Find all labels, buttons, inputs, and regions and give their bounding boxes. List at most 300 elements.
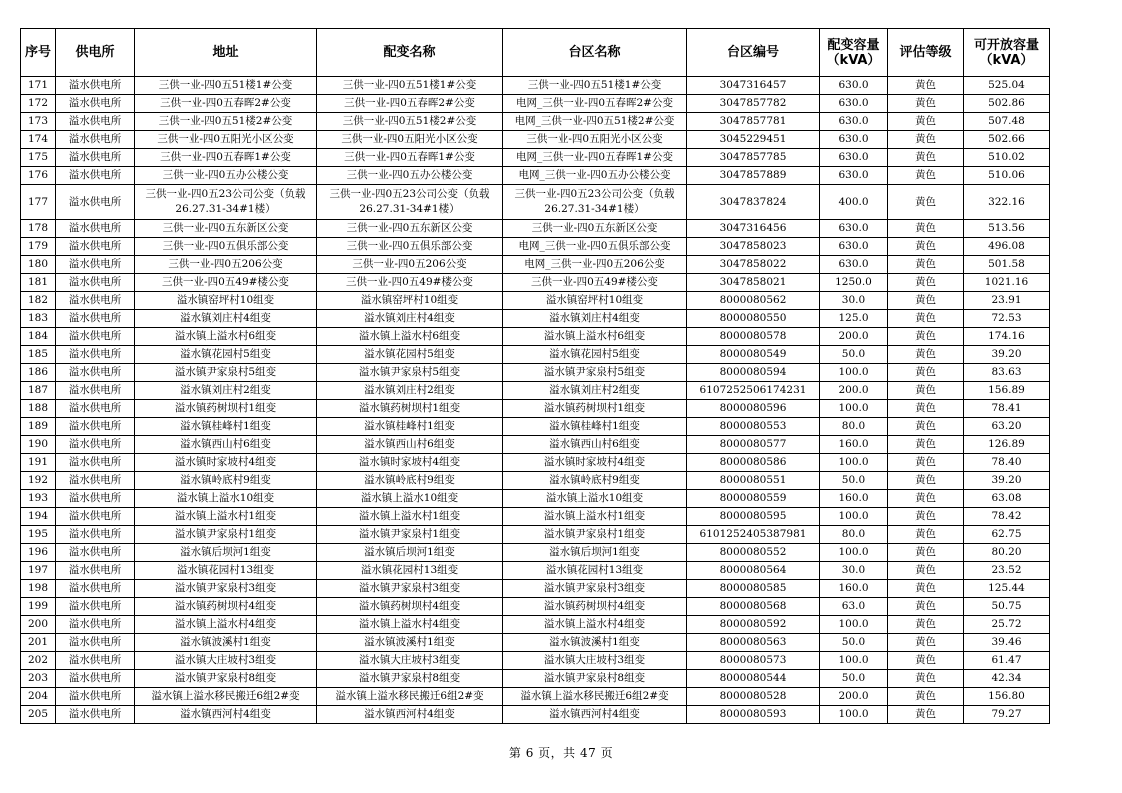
row-index: 185 [21, 346, 56, 364]
row-rating: 黄色 [888, 652, 964, 670]
row-area-code: 6107252506174231 [687, 382, 820, 400]
row-address: 溢水镇桂峰村1组变 [135, 418, 317, 436]
row-capacity: 400.0 [820, 185, 888, 220]
row-capacity: 630.0 [820, 131, 888, 149]
row-capacity: 100.0 [820, 706, 888, 724]
row-area-name: 溢水镇西河村4组变 [503, 706, 687, 724]
row-area-code: 3047857782 [687, 95, 820, 113]
row-index: 205 [21, 706, 56, 724]
header-rating: 评估等级 [888, 29, 964, 77]
row-station: 溢水供电所 [56, 382, 135, 400]
row-address: 三供一业-四0五春晖1#公变 [135, 149, 317, 167]
row-area-code: 8000080549 [687, 346, 820, 364]
row-index: 172 [21, 95, 56, 113]
row-capacity: 125.0 [820, 310, 888, 328]
row-capacity: 100.0 [820, 616, 888, 634]
row-area-name: 电网_三供一业-四0五春晖2#公变 [503, 95, 687, 113]
row-transformer-name: 三供一业-四0五阳光小区公变 [317, 131, 503, 149]
row-open-capacity: 322.16 [964, 185, 1050, 220]
row-capacity: 30.0 [820, 292, 888, 310]
row-area-name: 溢水镇上溢水村4组变 [503, 616, 687, 634]
table-row [21, 562, 1050, 580]
row-index: 181 [21, 274, 56, 292]
row-rating: 黄色 [888, 113, 964, 131]
row-area-code: 8000080586 [687, 454, 820, 472]
row-index: 184 [21, 328, 56, 346]
row-capacity: 630.0 [820, 77, 888, 95]
row-open-capacity: 23.91 [964, 292, 1050, 310]
row-address: 溢水镇上溢水村1组变 [135, 508, 317, 526]
row-area-code: 8000080528 [687, 688, 820, 706]
table-row [21, 364, 1050, 382]
row-rating: 黄色 [888, 149, 964, 167]
row-capacity: 630.0 [820, 95, 888, 113]
row-area-name: 溢水镇上溢水移民搬迁6组2#变 [503, 688, 687, 706]
row-open-capacity: 502.66 [964, 131, 1050, 149]
row-transformer-name: 溢水镇上溢水村4组变 [317, 616, 503, 634]
row-open-capacity: 72.53 [964, 310, 1050, 328]
row-area-name: 溢水镇时家坡村4组变 [503, 454, 687, 472]
row-index: 189 [21, 418, 56, 436]
row-area-code: 3047857781 [687, 113, 820, 131]
header-transformer-capacity: 配变容量 （kVA） [820, 29, 888, 77]
row-station: 溢水供电所 [56, 77, 135, 95]
row-rating: 黄色 [888, 706, 964, 724]
header-open-capacity: 可开放容量 （kVA） [964, 29, 1050, 77]
row-station: 溢水供电所 [56, 400, 135, 418]
row-rating: 黄色 [888, 77, 964, 95]
table-row [21, 418, 1050, 436]
row-open-capacity: 525.04 [964, 77, 1050, 95]
row-index: 201 [21, 634, 56, 652]
row-capacity: 100.0 [820, 364, 888, 382]
row-transformer-name: 三供一业-四0五51楼2#公变 [317, 113, 503, 131]
row-capacity: 160.0 [820, 490, 888, 508]
row-rating: 黄色 [888, 562, 964, 580]
row-transformer-name: 溢水镇大庄坡村3组变 [317, 652, 503, 670]
row-area-name: 三供一业-四0五阳光小区公变 [503, 131, 687, 149]
row-capacity: 630.0 [820, 238, 888, 256]
row-index: 174 [21, 131, 56, 149]
row-station: 溢水供电所 [56, 292, 135, 310]
row-open-capacity: 63.08 [964, 490, 1050, 508]
row-capacity: 630.0 [820, 220, 888, 238]
row-address: 溢水镇尹家泉村1组变 [135, 526, 317, 544]
row-capacity: 100.0 [820, 508, 888, 526]
row-index: 179 [21, 238, 56, 256]
row-station: 溢水供电所 [56, 598, 135, 616]
row-area-name: 电网_三供一业-四0五办公楼公变 [503, 167, 687, 185]
row-transformer-name: 溢水镇药树坝村1组变 [317, 400, 503, 418]
row-area-code: 8000080577 [687, 436, 820, 454]
row-area-name: 三供一业-四0五51楼1#公变 [503, 77, 687, 95]
row-index: 192 [21, 472, 56, 490]
table-row [21, 706, 1050, 724]
row-rating: 黄色 [888, 274, 964, 292]
row-station: 溢水供电所 [56, 364, 135, 382]
row-address: 溢水镇后坝河1组变 [135, 544, 317, 562]
row-index: 191 [21, 454, 56, 472]
row-address: 三供一业-四0五49#楼公变 [135, 274, 317, 292]
page-footer: 第 6 页，共 47 页 [508, 746, 614, 760]
row-transformer-name: 溢水镇上溢水村1组变 [317, 508, 503, 526]
row-address: 溢水镇上溢水10组变 [135, 490, 317, 508]
row-transformer-name: 溢水镇上溢水移民搬迁6组2#变 [317, 688, 503, 706]
row-rating: 黄色 [888, 328, 964, 346]
row-capacity: 80.0 [820, 418, 888, 436]
row-area-name: 溢水镇桂峰村1组变 [503, 418, 687, 436]
row-open-capacity: 63.20 [964, 418, 1050, 436]
row-rating: 黄色 [888, 472, 964, 490]
row-index: 199 [21, 598, 56, 616]
row-capacity: 30.0 [820, 562, 888, 580]
row-address: 溢水镇上溢水移民搬迁6组2#变 [135, 688, 317, 706]
capacity-table-sheet [20, 28, 1050, 724]
row-address: 三供一业-四0五东新区公变 [135, 220, 317, 238]
row-index: 194 [21, 508, 56, 526]
row-rating: 黄色 [888, 310, 964, 328]
row-capacity: 630.0 [820, 149, 888, 167]
row-index: 187 [21, 382, 56, 400]
row-station: 溢水供电所 [56, 131, 135, 149]
table-row [21, 167, 1050, 185]
row-address: 三供一业-四0五23公司公变（负载26.27.31-34#1楼） [135, 185, 317, 220]
row-transformer-name: 溢水镇尹家泉村1组变 [317, 526, 503, 544]
row-area-name: 溢水镇上溢水村1组变 [503, 508, 687, 526]
row-rating: 黄色 [888, 670, 964, 688]
table-row [21, 670, 1050, 688]
row-transformer-name: 三供一业-四0五49#楼公变 [317, 274, 503, 292]
row-station: 溢水供电所 [56, 454, 135, 472]
row-address: 三供一业-四0五51楼1#公变 [135, 77, 317, 95]
row-index: 186 [21, 364, 56, 382]
row-area-code: 8000080553 [687, 418, 820, 436]
row-address: 溢水镇花园村13组变 [135, 562, 317, 580]
row-index: 195 [21, 526, 56, 544]
row-open-capacity: 496.08 [964, 238, 1050, 256]
row-station: 溢水供电所 [56, 526, 135, 544]
row-address: 溢水镇药树坝村4组变 [135, 598, 317, 616]
table-row [21, 472, 1050, 490]
row-station: 溢水供电所 [56, 634, 135, 652]
row-index: 173 [21, 113, 56, 131]
row-area-code: 3047857785 [687, 149, 820, 167]
row-transformer-name: 溢水镇岭底村9组变 [317, 472, 503, 490]
header-area-code: 台区编号 [687, 29, 820, 77]
table-row [21, 490, 1050, 508]
row-transformer-name: 三供一业-四0五23公司公变（负载26.27.31-34#1楼） [317, 185, 503, 220]
table-row [21, 149, 1050, 167]
row-capacity: 200.0 [820, 328, 888, 346]
row-area-code: 3047316456 [687, 220, 820, 238]
row-index: 200 [21, 616, 56, 634]
row-station: 溢水供电所 [56, 490, 135, 508]
table-row [21, 95, 1050, 113]
row-index: 176 [21, 167, 56, 185]
row-area-name: 溢水镇尹家泉村5组变 [503, 364, 687, 382]
row-station: 溢水供电所 [56, 508, 135, 526]
row-index: 175 [21, 149, 56, 167]
row-rating: 黄色 [888, 346, 964, 364]
row-station: 溢水供电所 [56, 688, 135, 706]
row-open-capacity: 39.46 [964, 634, 1050, 652]
row-address: 三供一业-四0五51楼2#公变 [135, 113, 317, 131]
row-transformer-name: 三供一业-四0五春晖1#公变 [317, 149, 503, 167]
row-transformer-name: 三供一业-四0五206公变 [317, 256, 503, 274]
table-row [21, 274, 1050, 292]
row-index: 182 [21, 292, 56, 310]
row-area-name: 溢水镇尹家泉村1组变 [503, 526, 687, 544]
row-area-name: 溢水镇花园村5组变 [503, 346, 687, 364]
row-transformer-name: 溢水镇刘庄村4组变 [317, 310, 503, 328]
row-area-code: 8000080568 [687, 598, 820, 616]
row-area-name: 溢水镇后坝河1组变 [503, 544, 687, 562]
row-open-capacity: 510.02 [964, 149, 1050, 167]
row-area-code: 8000080552 [687, 544, 820, 562]
row-open-capacity: 80.20 [964, 544, 1050, 562]
row-open-capacity: 83.63 [964, 364, 1050, 382]
row-capacity: 100.0 [820, 454, 888, 472]
row-rating: 黄色 [888, 256, 964, 274]
row-area-name: 溢水镇尹家泉村8组变 [503, 670, 687, 688]
header-index: 序号 [21, 29, 56, 77]
row-area-name: 溢水镇花园村13组变 [503, 562, 687, 580]
row-address: 三供一业-四0五206公变 [135, 256, 317, 274]
table-row [21, 382, 1050, 400]
header-area-name: 台区名称 [503, 29, 687, 77]
row-area-code: 8000080563 [687, 634, 820, 652]
row-area-name: 三供一业-四0五东新区公变 [503, 220, 687, 238]
row-open-capacity: 501.58 [964, 256, 1050, 274]
table-row [21, 688, 1050, 706]
table-row [21, 436, 1050, 454]
row-open-capacity: 502.86 [964, 95, 1050, 113]
row-capacity: 200.0 [820, 382, 888, 400]
row-transformer-name: 溢水镇后坝河1组变 [317, 544, 503, 562]
row-rating: 黄色 [888, 544, 964, 562]
row-station: 溢水供电所 [56, 346, 135, 364]
row-rating: 黄色 [888, 238, 964, 256]
row-capacity: 630.0 [820, 256, 888, 274]
row-index: 197 [21, 562, 56, 580]
row-station: 溢水供电所 [56, 616, 135, 634]
row-station: 溢水供电所 [56, 238, 135, 256]
row-station: 溢水供电所 [56, 472, 135, 490]
row-open-capacity: 78.41 [964, 400, 1050, 418]
row-area-name: 溢水镇波溪村1组变 [503, 634, 687, 652]
row-station: 溢水供电所 [56, 274, 135, 292]
row-area-code: 8000080551 [687, 472, 820, 490]
row-open-capacity: 79.27 [964, 706, 1050, 724]
row-rating: 黄色 [888, 400, 964, 418]
row-address: 溢水镇岭底村9组变 [135, 472, 317, 490]
row-open-capacity: 126.89 [964, 436, 1050, 454]
row-transformer-name: 溢水镇西河村4组变 [317, 706, 503, 724]
row-transformer-name: 溢水镇上溢水村6组变 [317, 328, 503, 346]
row-index: 178 [21, 220, 56, 238]
row-address: 三供一业-四0五俱乐部公变 [135, 238, 317, 256]
row-open-capacity: 156.89 [964, 382, 1050, 400]
row-area-name: 溢水镇窑坪村10组变 [503, 292, 687, 310]
row-station: 溢水供电所 [56, 220, 135, 238]
row-area-code: 6101252405387981 [687, 526, 820, 544]
row-open-capacity: 42.34 [964, 670, 1050, 688]
row-address: 溢水镇波溪村1组变 [135, 634, 317, 652]
row-capacity: 50.0 [820, 346, 888, 364]
header-row [21, 29, 1050, 77]
row-area-name: 溢水镇上溢水10组变 [503, 490, 687, 508]
row-rating: 黄色 [888, 95, 964, 113]
row-open-capacity: 61.47 [964, 652, 1050, 670]
row-station: 溢水供电所 [56, 580, 135, 598]
table-row [21, 634, 1050, 652]
row-area-name: 溢水镇西山村6组变 [503, 436, 687, 454]
row-capacity: 200.0 [820, 688, 888, 706]
row-address: 溢水镇西山村6组变 [135, 436, 317, 454]
table-row [21, 526, 1050, 544]
row-rating: 黄色 [888, 418, 964, 436]
table-row [21, 131, 1050, 149]
row-open-capacity: 23.52 [964, 562, 1050, 580]
row-station: 溢水供电所 [56, 544, 135, 562]
row-station: 溢水供电所 [56, 328, 135, 346]
row-rating: 黄色 [888, 580, 964, 598]
row-capacity: 100.0 [820, 400, 888, 418]
row-area-code: 3047316457 [687, 77, 820, 95]
row-station: 溢水供电所 [56, 652, 135, 670]
table-row [21, 454, 1050, 472]
row-area-code: 3047858021 [687, 274, 820, 292]
row-capacity: 1250.0 [820, 274, 888, 292]
row-area-name: 溢水镇药树坝村1组变 [503, 400, 687, 418]
row-station: 溢水供电所 [56, 113, 135, 131]
row-capacity: 630.0 [820, 113, 888, 131]
table-row [21, 580, 1050, 598]
row-open-capacity: 174.16 [964, 328, 1050, 346]
row-open-capacity: 39.20 [964, 346, 1050, 364]
row-rating: 黄色 [888, 598, 964, 616]
row-open-capacity: 78.40 [964, 454, 1050, 472]
row-station: 溢水供电所 [56, 256, 135, 274]
row-area-code: 8000080594 [687, 364, 820, 382]
row-index: 196 [21, 544, 56, 562]
row-area-code: 8000080559 [687, 490, 820, 508]
row-area-name: 电网_三供一业-四0五51楼2#公变 [503, 113, 687, 131]
row-rating: 黄色 [888, 220, 964, 238]
row-transformer-name: 三供一业-四0五东新区公变 [317, 220, 503, 238]
row-rating: 黄色 [888, 167, 964, 185]
row-transformer-name: 溢水镇时家坡村4组变 [317, 454, 503, 472]
row-rating: 黄色 [888, 382, 964, 400]
table-row [21, 598, 1050, 616]
row-index: 204 [21, 688, 56, 706]
row-index: 183 [21, 310, 56, 328]
row-address: 溢水镇尹家泉村8组变 [135, 670, 317, 688]
row-open-capacity: 78.42 [964, 508, 1050, 526]
row-capacity: 100.0 [820, 652, 888, 670]
row-address: 溢水镇尹家泉村5组变 [135, 364, 317, 382]
row-transformer-name: 溢水镇波溪村1组变 [317, 634, 503, 652]
row-index: 190 [21, 436, 56, 454]
row-address: 溢水镇上溢水村6组变 [135, 328, 317, 346]
row-area-code: 3047857889 [687, 167, 820, 185]
header-station: 供电所 [56, 29, 135, 77]
row-station: 溢水供电所 [56, 706, 135, 724]
table-row [21, 652, 1050, 670]
row-capacity: 80.0 [820, 526, 888, 544]
row-index: 171 [21, 77, 56, 95]
row-area-code: 8000080592 [687, 616, 820, 634]
row-open-capacity: 513.56 [964, 220, 1050, 238]
row-area-name: 溢水镇上溢水村6组变 [503, 328, 687, 346]
row-area-name: 电网_三供一业-四0五春晖1#公变 [503, 149, 687, 167]
row-area-code: 3047858022 [687, 256, 820, 274]
row-capacity: 50.0 [820, 634, 888, 652]
row-open-capacity: 125.44 [964, 580, 1050, 598]
row-station: 溢水供电所 [56, 562, 135, 580]
row-area-code: 3045229451 [687, 131, 820, 149]
row-station: 溢水供电所 [56, 310, 135, 328]
row-address: 三供一业-四0五春晖2#公变 [135, 95, 317, 113]
row-rating: 黄色 [888, 185, 964, 220]
row-capacity: 160.0 [820, 436, 888, 454]
row-area-code: 8000080596 [687, 400, 820, 418]
row-index: 198 [21, 580, 56, 598]
row-station: 溢水供电所 [56, 436, 135, 454]
row-rating: 黄色 [888, 508, 964, 526]
row-area-name: 溢水镇尹家泉村3组变 [503, 580, 687, 598]
row-station: 溢水供电所 [56, 185, 135, 220]
row-index: 193 [21, 490, 56, 508]
row-address: 溢水镇时家坡村4组变 [135, 454, 317, 472]
row-address: 溢水镇窑坪村10组变 [135, 292, 317, 310]
row-area-code: 8000080573 [687, 652, 820, 670]
row-index: 203 [21, 670, 56, 688]
row-transformer-name: 溢水镇花园村5组变 [317, 346, 503, 364]
row-capacity: 63.0 [820, 598, 888, 616]
row-rating: 黄色 [888, 616, 964, 634]
row-open-capacity: 50.75 [964, 598, 1050, 616]
row-transformer-name: 溢水镇药树坝村4组变 [317, 598, 503, 616]
row-transformer-name: 溢水镇尹家泉村3组变 [317, 580, 503, 598]
row-rating: 黄色 [888, 634, 964, 652]
row-transformer-name: 三供一业-四0五俱乐部公变 [317, 238, 503, 256]
row-open-capacity: 62.75 [964, 526, 1050, 544]
row-rating: 黄色 [888, 454, 964, 472]
row-station: 溢水供电所 [56, 670, 135, 688]
row-capacity: 630.0 [820, 167, 888, 185]
row-open-capacity: 39.20 [964, 472, 1050, 490]
row-open-capacity: 507.48 [964, 113, 1050, 131]
row-index: 202 [21, 652, 56, 670]
table-row [21, 508, 1050, 526]
table-row [21, 77, 1050, 95]
row-area-name: 三供一业-四0五49#楼公变 [503, 274, 687, 292]
row-transformer-name: 三供一业-四0五51楼1#公变 [317, 77, 503, 95]
table-row [21, 238, 1050, 256]
table-row [21, 346, 1050, 364]
table-row [21, 400, 1050, 418]
row-transformer-name: 溢水镇尹家泉村5组变 [317, 364, 503, 382]
row-address: 三供一业-四0五办公楼公变 [135, 167, 317, 185]
row-station: 溢水供电所 [56, 149, 135, 167]
table-row [21, 292, 1050, 310]
row-address: 溢水镇西河村4组变 [135, 706, 317, 724]
row-area-name: 溢水镇刘庄村4组变 [503, 310, 687, 328]
row-area-code: 3047837824 [687, 185, 820, 220]
row-transformer-name: 溢水镇上溢水10组变 [317, 490, 503, 508]
row-area-name: 溢水镇刘庄村2组变 [503, 382, 687, 400]
